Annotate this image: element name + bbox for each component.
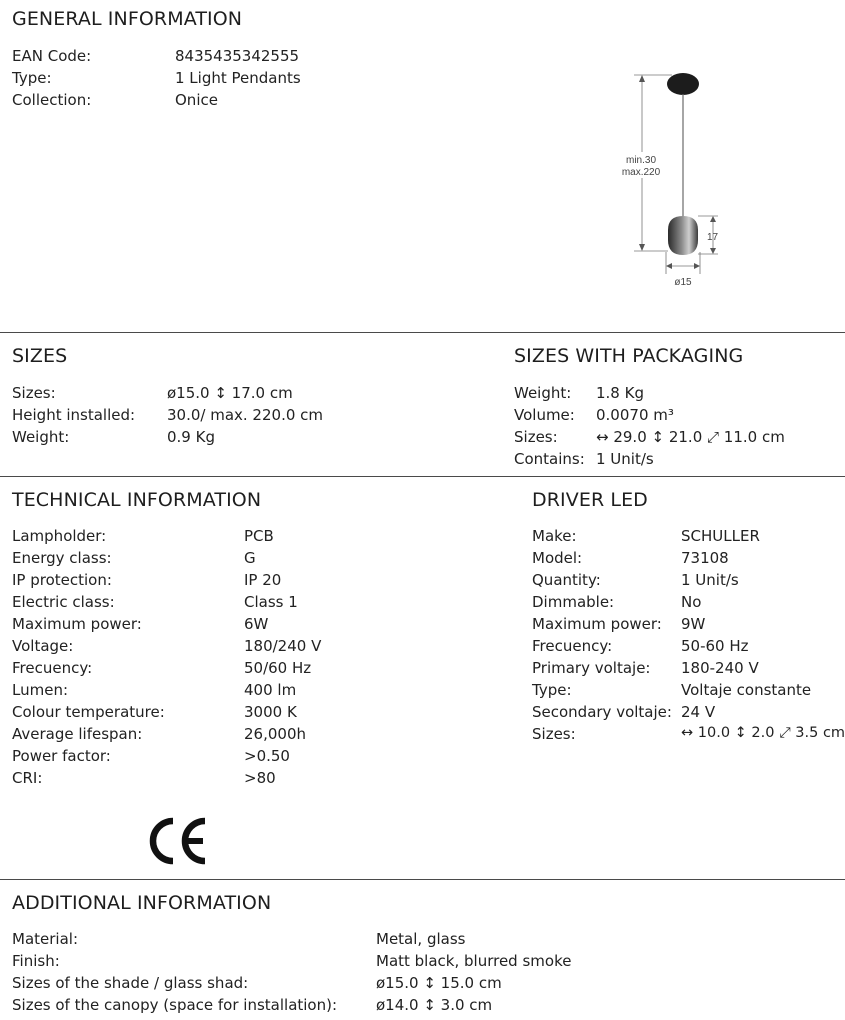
type-label: Type:: [12, 69, 52, 87]
driver-label-model: Model:: [532, 549, 583, 567]
packaging-weight-label: Weight:: [514, 384, 572, 402]
tech-label-lumen: Lumen:: [12, 681, 69, 699]
height-installed-label: Height installed:: [12, 406, 136, 424]
type-value: 1 Light Pendants: [175, 69, 301, 87]
tech-value-voltage: 180/240 V: [244, 637, 322, 655]
sizes-label: Sizes:: [12, 384, 56, 402]
driver-label-dimmable: Dimmable:: [532, 593, 615, 611]
additional-value-shade-sizes: ø15.0 ↕ 15.0 cm: [376, 974, 502, 992]
technical-information-heading: TECHNICAL INFORMATION: [12, 489, 262, 511]
packaging-contains-label: Contains:: [514, 450, 585, 468]
driver-value-quantity: 1 Unit/s: [681, 571, 739, 589]
collection-label: Collection:: [12, 91, 92, 109]
additional-value-finish: Matt black, blurred smoke: [376, 952, 572, 970]
collection-value: Onice: [175, 91, 218, 109]
packaging-volume-label: Volume:: [514, 406, 575, 424]
divider-2: [0, 476, 845, 477]
additional-label-canopy-sizes: Sizes of the canopy (space for installation):: [12, 996, 338, 1014]
packaging-sizes-label: Sizes:: [514, 428, 558, 446]
sizes-value: ø15.0 ↕ 17.0 cm: [167, 384, 293, 402]
driver-value-maximum-power: 9W: [681, 615, 706, 633]
divider-1: [0, 332, 845, 333]
driver-label-primary-voltaje: Primary voltaje:: [532, 659, 651, 677]
driver-label-quantity: Quantity:: [532, 571, 601, 589]
tech-label-colour-temperature: Colour temperature:: [12, 703, 165, 721]
driver-value-dimmable: No: [681, 593, 702, 611]
driver-label-frecuency: Frecuency:: [532, 637, 613, 655]
tech-label-power-factor: Power factor:: [12, 747, 111, 765]
driver-label-sizes: Sizes:: [532, 725, 576, 743]
driver-label-maximum-power: Maximum power:: [532, 615, 662, 633]
packaging-volume-value: 0.0070 m³: [596, 406, 674, 424]
ean-code-label: EAN Code:: [12, 47, 92, 65]
diameter-label: ø15: [674, 277, 692, 288]
tech-value-frecuency: 50/60 Hz: [244, 659, 312, 677]
height-arrow-top: [710, 216, 716, 222]
divider-3: [0, 879, 845, 880]
tech-label-average-lifespan: Average lifespan:: [12, 725, 143, 743]
driver-value-make: SCHULLER: [681, 527, 760, 545]
tech-label-voltage: Voltage:: [12, 637, 74, 655]
packaging-contains-value: 1 Unit/s: [596, 450, 654, 468]
driver-value-frecuency: 50-60 Hz: [681, 637, 749, 655]
driver-value-primary-voltaje: 180-240 V: [681, 659, 759, 677]
additional-information-heading: ADDITIONAL INFORMATION: [12, 892, 272, 914]
additional-label-finish: Finish:: [12, 952, 60, 970]
length-label-max: max.220: [621, 167, 661, 178]
general-information-heading: GENERAL INFORMATION: [12, 8, 243, 30]
weight-label: Weight:: [12, 428, 70, 446]
tech-label-cri: CRI:: [12, 769, 43, 787]
tech-value-energy-class: G: [244, 549, 256, 567]
tech-value-ip-protection: IP 20: [244, 571, 282, 589]
tech-value-colour-temperature: 3000 K: [244, 703, 297, 721]
tech-value-power-factor: >0.50: [244, 747, 290, 765]
tech-label-ip-protection: IP protection:: [12, 571, 112, 589]
tech-label-maximum-power: Maximum power:: [12, 615, 142, 633]
tech-value-maximum-power: 6W: [244, 615, 269, 633]
driver-label-make: Make:: [532, 527, 577, 545]
additional-label-material: Material:: [12, 930, 78, 948]
driver-value-secondary-voltaje: 24 V: [681, 703, 716, 721]
tech-value-lumen: 400 lm: [244, 681, 297, 699]
sizes-heading: SIZES: [12, 345, 68, 367]
glass-shade: [668, 216, 698, 255]
tech-label-electric-class: Electric class:: [12, 593, 115, 611]
tech-value-cri: >80: [244, 769, 276, 787]
weight-value: 0.9 Kg: [167, 428, 215, 446]
driver-led-heading: DRIVER LED: [532, 489, 648, 511]
driver-value-model: 73108: [681, 549, 729, 567]
packaging-weight-value: 1.8 Kg: [596, 384, 644, 402]
driver-value-sizes: ↔ 10.0 ↕ 2.0 ⤢ 3.5 cm: [681, 725, 845, 741]
tech-value-average-lifespan: 26,000h: [244, 725, 306, 743]
height-installed-value: 30.0/ max. 220.0 cm: [167, 406, 324, 424]
ean-code-value: 8435435342555: [175, 47, 300, 65]
packaging-sizes-value: ↔ 29.0 ↕ 21.0 ⤢ 11.0 cm: [596, 428, 785, 446]
canopy-shape: [667, 73, 699, 95]
ce-mark-icon: [143, 815, 209, 867]
tech-value-electric-class: Class 1: [244, 593, 298, 611]
length-arrow-top: [639, 75, 645, 82]
packaging-heading: SIZES WITH PACKAGING: [514, 345, 744, 367]
driver-value-type: Voltaje constante: [681, 681, 812, 699]
tech-value-lampholder: PCB: [244, 527, 274, 545]
pendant-dimension-diagram: [610, 60, 730, 300]
additional-value-material: Metal, glass: [376, 930, 466, 948]
height-label: 17: [707, 232, 719, 243]
length-arrow-bottom: [639, 244, 645, 251]
additional-label-shade-sizes: Sizes of the shade / glass shad:: [12, 974, 249, 992]
driver-label-secondary-voltaje: Secondary voltaje:: [532, 703, 672, 721]
tech-label-lampholder: Lampholder:: [12, 527, 107, 545]
tech-label-frecuency: Frecuency:: [12, 659, 93, 677]
diameter-arrow-right: [694, 263, 700, 269]
additional-value-canopy-sizes: ø14.0 ↕ 3.0 cm: [376, 996, 493, 1014]
driver-label-type: Type:: [532, 681, 572, 699]
length-label-min: min.30: [625, 155, 657, 166]
diameter-arrow-left: [666, 263, 672, 269]
tech-label-energy-class: Energy class:: [12, 549, 112, 567]
height-arrow-bottom: [710, 248, 716, 254]
